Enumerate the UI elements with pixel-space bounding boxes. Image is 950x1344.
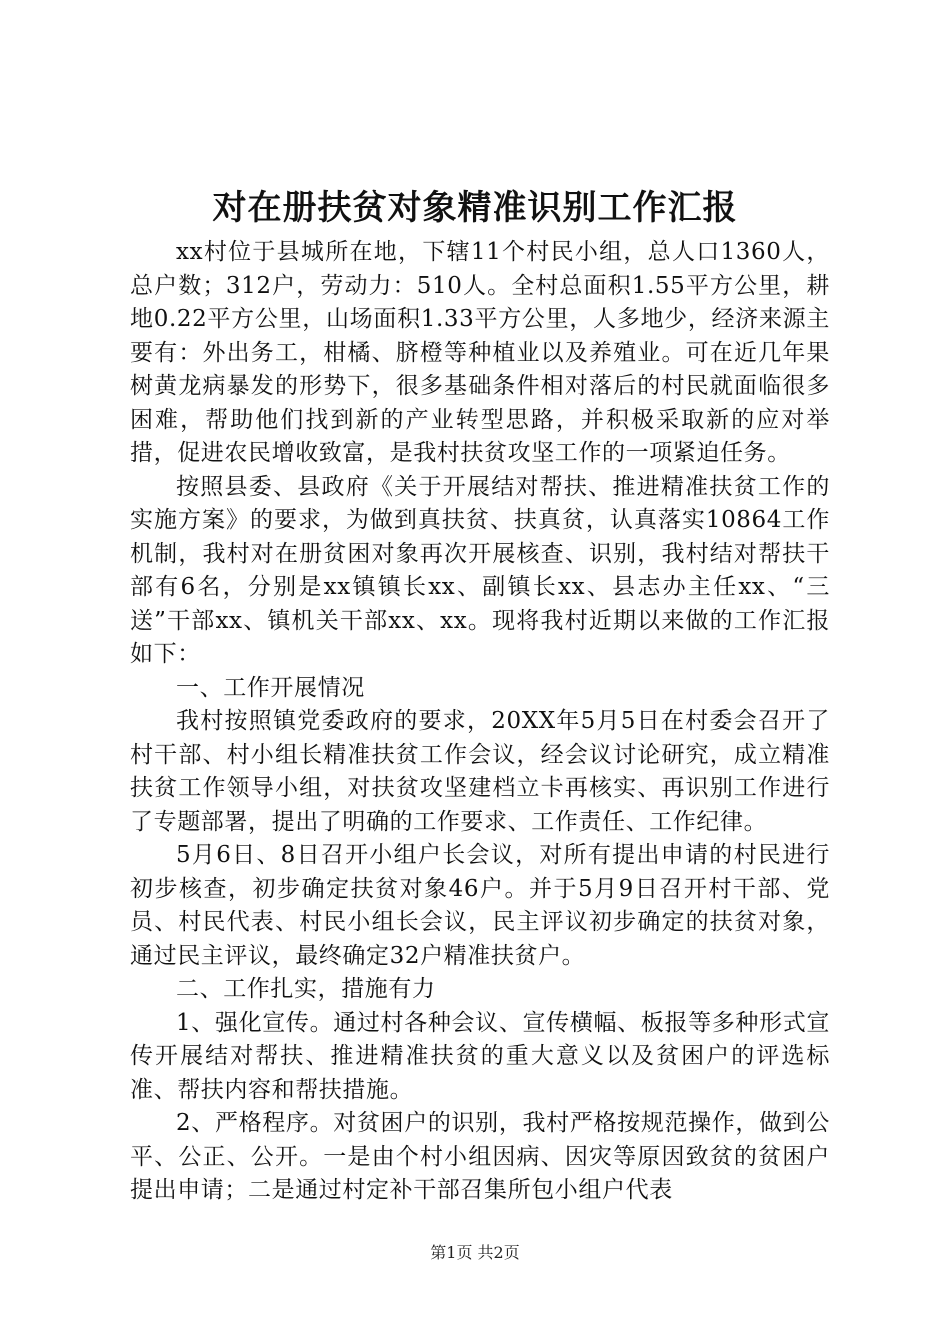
paragraph-procedure: 2、严格程序。对贫困户的识别，我村严格按规范操作，做到公平、公正、公开。一是由个村小组因病、因灾等原因致贫的贫困户提出申请；二是通过村定补干部召集所包小组户代表 xyxy=(130,1110,830,1203)
section-heading-2: 二、工作扎实，措施有力 xyxy=(176,976,436,1002)
paragraph-intro: xx村位于县城所在地，下辖11个村民小组，总人口1360人，总户数；312户，劳动力：510人。全村总面积1.55平方公里，耕地0.22平方公里，山场面积1.33平方公里，人多地少，经济来源主要有：外出务工，柑橘、脐橙等种植业以及养殖业。可在近几年果树黄龙病暴发的形势下，很多基础条件相对落后的村民就面临很多困难，帮助他们找到新的产业转型思路，并积极采取新的应对举措，促进农民增收致富，是我村扶贫攻坚工作的一项紧迫任务。 xyxy=(130,239,830,466)
page-number-footer: 第1页 共2页 xyxy=(430,1243,520,1262)
document-body xyxy=(130,236,830,1208)
paragraph-review: 5月6日、8日召开小组户长会议，对所有提出申请的村民进行初步核查，初步确定扶贫对象46户。并于5月9日召开村干部、党员、村民代表、村民小组长会议，民主评议初步确定的扶贫对象，通过民主评议，最终确定32户精准扶贫户。 xyxy=(130,842,830,969)
paragraph-background: 按照县委、县政府《关于开展结对帮扶、推进精准扶贫工作的实施方案》的要求，为做到真扶贫、扶真贫，认真落实10864工作机制，我村对在册贫困对象再次开展核查、识别，我村结对帮扶干部有6名，分别是xx镇镇长xx、副镇长xx、县志办主任xx、“三送”干部xx、镇机关干部xx、xx。现将我村近期以来做的工作汇报如下： xyxy=(130,473,830,667)
paragraph-publicity: 1、强化宣传。通过村各种会议、宣传横幅、板报等多种形式宣传开展结对帮扶、推进精准扶贫的重大意义以及贫困户的评选标准、帮扶内容和帮扶措施。 xyxy=(130,1009,830,1103)
section-heading-1: 一、工作开展情况 xyxy=(176,674,365,701)
document-title: 对在册扶贫对象精准识别工作汇报 xyxy=(212,188,738,228)
paragraph-meeting: 我村按照镇党委政府的要求，20XX年5月5日在村委会召开了村干部、村小组长精准扶贫工作会议，经会议讨论研究，成立精准扶贫工作领导小组，对扶贫攻坚建档立卡再核实、再识别工作进行了专题部署，提出了明确的工作要求、工作责任、工作纪律。 xyxy=(130,708,830,835)
